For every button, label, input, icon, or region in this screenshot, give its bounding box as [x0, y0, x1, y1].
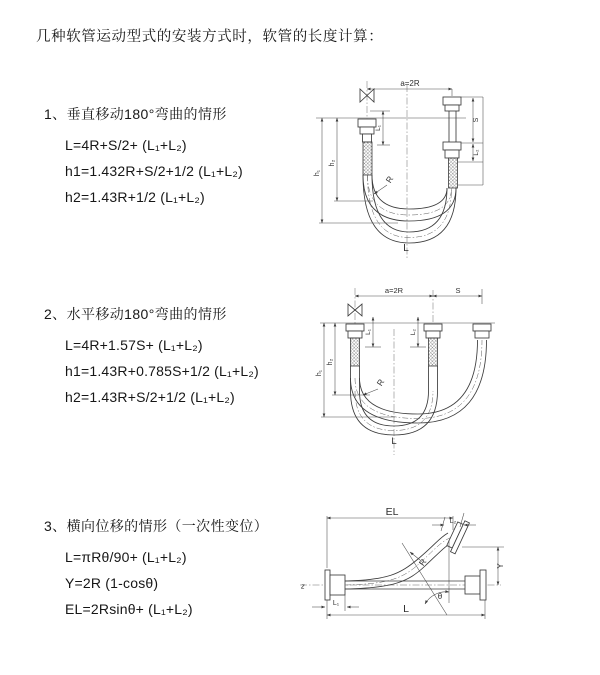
dim-label-l: L: [391, 436, 397, 447]
dim-h2: [327, 323, 335, 395]
formula-line: h1=1.43R+0.785S+1/2 (L₁+L₂): [65, 363, 259, 379]
formula-line: h1=1.432R+S/2+1/2 (L₁+L₂): [65, 163, 243, 179]
braided-hose-section: [429, 338, 438, 366]
centerline-mark: z: [301, 581, 305, 591]
dim-l2: [410, 317, 426, 347]
dim-label-r: R: [416, 556, 429, 568]
dim-label-theta: θ: [437, 592, 443, 601]
dim-label-l2: L₂: [449, 518, 457, 525]
dim-label-a2r: a=2R: [400, 79, 420, 88]
dim-a2r: [367, 79, 452, 96]
dim-label-l: L: [403, 243, 409, 254]
dim-label-el: EL: [385, 506, 399, 518]
dim-label-l1: L₁: [365, 329, 372, 335]
right-fitting: [443, 97, 461, 188]
braided-hose-section: [363, 142, 372, 175]
dim-s: [433, 286, 482, 296]
formula-line: h2=1.43R+S/2+1/2 (L₁+L₂): [65, 389, 235, 405]
diagram-horizontal-bend: [310, 283, 600, 463]
dim-label-l1: L₁: [332, 600, 340, 607]
dim-label-h1: h₁: [316, 369, 323, 377]
formula-line: h2=1.43R+1/2 (L₁+L₂): [65, 189, 205, 205]
dim-l2: [432, 513, 476, 531]
dim-label-y: Y: [496, 563, 505, 569]
dim-label-h2: h₂: [329, 159, 336, 167]
dim-l2: [473, 144, 480, 161]
left-fitting: [358, 119, 376, 175]
dim-label-r: R: [374, 377, 387, 388]
dim-h2: [329, 118, 337, 201]
dim-el: [327, 506, 453, 568]
section-vertical-movement: [44, 104, 243, 210]
section-2-heading: 2、水平移动180°弯曲的情形: [44, 306, 227, 322]
formula-line: L=4R+1.57S+ (L₁+L₂): [65, 337, 203, 353]
middle-fitting: [424, 324, 442, 391]
page-title: 几种软管运动型式的安装方式时，软管的长度计算：: [36, 29, 384, 45]
dim-label-r: R: [383, 174, 396, 185]
right-fitting: [473, 324, 491, 338]
dim-label-l2: L₂: [410, 328, 417, 336]
dim-label-l: L: [403, 603, 409, 615]
dim-label-a2r: a=2R: [384, 286, 404, 295]
dim-h1: [316, 323, 324, 417]
dim-l1: [312, 595, 359, 611]
formula-line: EL=2Rsinθ+ (L₁+L₂): [65, 601, 193, 617]
section-lateral-displacement: [44, 516, 268, 622]
dim-l1: [365, 317, 381, 347]
formula-line: L=πRθ/90+ (L₁+L₂): [65, 549, 187, 565]
dim-label-s: S: [473, 117, 480, 123]
section-horizontal-movement: [44, 304, 259, 410]
section-3-heading: 3、横向位移的情形（一次性变位）: [44, 518, 269, 534]
dim-label-h2: h₂: [327, 358, 334, 366]
braided-hose-section: [351, 338, 360, 366]
right-flange: [465, 570, 486, 600]
diagram-vertical-bend: [310, 75, 600, 273]
radius-leader: [374, 174, 395, 194]
formula-line: Y=2R (1-cosθ): [65, 575, 159, 591]
braided-hose-section: [449, 158, 458, 188]
dim-h1: [314, 118, 322, 223]
dim-label-h1: h₁: [314, 169, 321, 177]
dim-l: [327, 600, 485, 619]
dim-a2r: [355, 286, 482, 304]
hose-u-position-2: [351, 340, 487, 423]
diagram-lateral-displacement: [298, 500, 600, 662]
radius-leader: [363, 377, 386, 395]
dim-label-s: S: [455, 286, 461, 295]
left-flange: [325, 570, 345, 600]
section-1-heading: 1、垂直移动180°弯曲的情形: [44, 106, 227, 122]
dim-label-l2: L₂: [473, 149, 480, 156]
formula-line: L=4R+S/2+ (L₁+L₂): [65, 137, 187, 153]
dim-label-l1: L₁: [375, 125, 382, 131]
dim-s: [458, 97, 483, 185]
